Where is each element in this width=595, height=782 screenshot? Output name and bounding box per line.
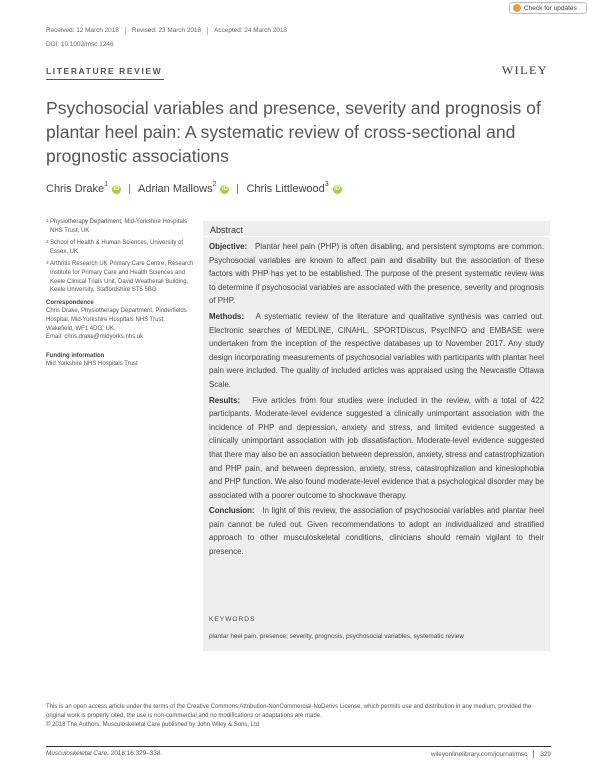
author-list (46, 183, 342, 195)
author-name[interactable]: Chris Littlewood$^3$ (246, 181, 329, 195)
copyright-text: © 2018 The Authors. Musculoskeletal Care published by John Wiley & Sons, Ltd (46, 722, 260, 728)
correspondence-text: Chris Drake, Physiotherapy Department, Pinderfields Hospital, Mid-Yorkshire Hospitals NHS Trust, Wakefield, WF1 4DG, UK. (46, 308, 187, 332)
orcid-icon[interactable]: iD (334, 185, 341, 192)
funding-heading: Funding information (46, 352, 105, 359)
footer-divider (533, 750, 534, 758)
author-name[interactable]: Chris Drake$^1$ (46, 181, 108, 195)
orcid-icon[interactable]: iD (221, 185, 228, 192)
citation-detail: 2018;16:329–338. (110, 750, 163, 757)
revised-date: Revised: 23 March 2018 (131, 27, 202, 34)
journal-name: Musculoskeletal Care. (46, 750, 109, 757)
journal-url[interactable]: wileyonlinelibrary.com/journal/msc (430, 750, 528, 758)
author-divider (237, 184, 238, 194)
keywords-heading: KEYWORDS (209, 616, 256, 623)
affiliation: 2 School of Health & Human Sciences, University of Essex, UK (46, 239, 184, 255)
check-for-updates-badge[interactable] (509, 2, 587, 14)
abstract-body (209, 240, 544, 561)
article-title: Psychosocial variables and presence, severity and prognosis of plantar heel pain: A systematic review of cross-sectional and prognostic associations (46, 98, 541, 166)
affiliation: 1 Physiotherapy Department, Mid-Yorkshire Hospitals NHS Trust, UK (46, 218, 188, 234)
keywords-list: plantar heel pain, presence; severity, prognosis, psychosocial variables, systematic review (209, 633, 464, 640)
check-updates-label: Check for updates (524, 4, 577, 12)
abstract-heading: Abstract (210, 225, 244, 235)
license-notice (46, 703, 551, 730)
date-divider (125, 27, 126, 35)
funding-text: Mid Yorkshire NHS Hospitals Trust (46, 361, 138, 368)
affiliation: 3 Arthritis Research UK Primary Care Centre, Research Institute for Primary Care and Health Sciences and Keele Clinical Trials Unit, David Weatherall Building, Keele University, Staffordshire ST5 5BG (46, 260, 194, 294)
author-name[interactable]: Adrian Mallows$^2$ (137, 181, 217, 195)
doi[interactable]: DOI: 10.1002/msc.1246 (46, 41, 114, 48)
date-divider (207, 27, 208, 35)
article-info-column (46, 218, 194, 369)
accepted-date: Accepted: 24 March 2018 (214, 27, 287, 34)
page-number: 329 (540, 750, 551, 758)
orcid-icon[interactable]: iD (113, 185, 120, 192)
license-text: This is an open access article under the terms of the Creative Commons Attribution-NonCommercial-NoDerivs License, which permits use and distribution in any medium, provided the original work is properly cited, the use is non-commercial and no modifications or adaptations are made. (46, 704, 532, 719)
abstract-rule (203, 236, 550, 237)
abstract-conclusion: Conclusion: In light of this review, the association of psychosocial variables and plantar heel pain cannot be ruled out. Given recommendations to adopt an individualized and stratified approach to other musculoskeletal conditions, clinicians should remain vigilant to their presence. (209, 506, 544, 557)
footer-right (431, 750, 551, 758)
footer-citation (46, 750, 162, 757)
author-divider (129, 184, 130, 194)
abstract-methods: Methods: A systematic review of the literature and qualitative synthesis was carried out. Electronic searches of MEDLINE, CINAHL, SPORTDiscus, PsycINFO and EMBASE were undertaken from the inception of the respective databases up to November 2017. Any study design incorporating measurements of psychosocial variables with participants with plantar heel pain were included. The quality of included articles was appraised using the Newcastle Ottawa Scale. (209, 311, 544, 389)
article-dates (46, 27, 287, 35)
publisher-logo: WILEY (501, 63, 548, 77)
section-label: LITERATURE REVIEW (46, 66, 163, 76)
footer-rule (46, 746, 551, 747)
section-rule (46, 79, 164, 80)
correspondence-email[interactable]: Email: chris.drake@midyorks.nhs.uk (46, 334, 144, 341)
abstract-results: Results: Five articles from four studies were included in the review, with a total of 422 participants. Moderate-level evidence suggested a clinically unimportant association with the incidence of PHP and depression, anxiety and stress, and limited evidence suggested a clinically unimportant association with job dissatisfaction. Moderate-level evidence suggested that there may also be an association between depression, anxiety, stress and catastrophization and PHP pain, and between depression, anxiety, stress, catastrophization and kinesiophobia and PHP function. We also found moderate-level evidence that a psychological disorder may be associated with a poorer outcome to shockwave therapy. (209, 395, 545, 500)
correspondence-heading: Correspondence (46, 299, 94, 306)
abstract-objective: Objective: Plantar heel pain (PHP) is often disabling, and persistent symptoms are common. Psychosocial variables are known to affect pain and disability but the association of these factors with PHP has yet to be established. The purpose of the present systematic review was to determine if psychosocial variables are associated with the presence, severity and prognosis of PHP. (209, 242, 545, 306)
check-updates-icon (513, 4, 521, 12)
received-date: Received: 12 March 2018 (46, 27, 119, 34)
